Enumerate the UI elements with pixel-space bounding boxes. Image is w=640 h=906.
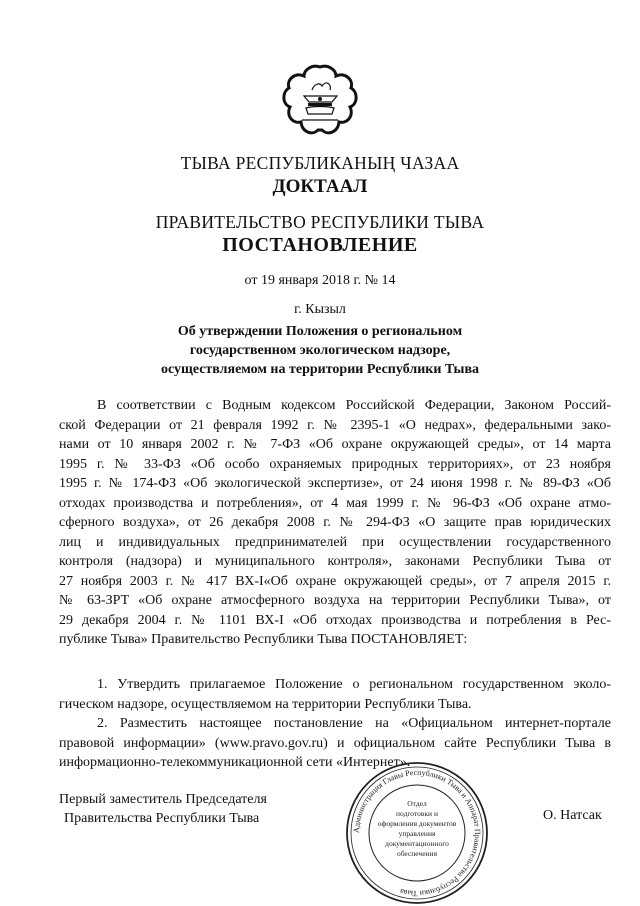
decree-date-number: от 19 января 2018 г. № 14 [244, 273, 396, 288]
item-2-paragraph [59, 714, 611, 773]
text-line: гическом надзоре, осуществляемом на территории Республики Тыва. [59, 696, 472, 712]
header-russian-government: ПРАВИТЕЛЬСТВО РЕСПУБЛИКИ ТЫВА [155, 212, 485, 232]
text-line: 1995 г. № 174-ФЗ «Об экологической экспертизе», от 24 июня 1998 г. № 89-ФЗ «Об [59, 476, 611, 491]
decree-title [0, 322, 640, 379]
stamp-center-line: оформления документов [377, 819, 457, 828]
text-line: 1. Утвердить прилагаемое Положение о региональном государственном эколо- [97, 677, 611, 692]
stamp-ring-text: Администрация Главы Республики Тыва и Аппарат Правительства Республики Тыва [351, 767, 483, 899]
decree-city: г. Кызыл [294, 302, 346, 317]
position-line: Правительства Республики Тыва [64, 811, 260, 826]
preamble-paragraph [59, 396, 611, 650]
header-russian-decree: ПОСТАНОВЛЕНИЕ [222, 234, 418, 256]
text-line: публике Тыва» Правительство Республики Тыва ПОСТАНОВЛЯЕТ: [59, 632, 468, 647]
text-line: В соответствии с Водным кодексом Российской Федерации, Законом Россий- [97, 398, 611, 413]
signatory-name: О. Натсак [543, 808, 602, 823]
item-1-paragraph [59, 675, 611, 714]
title-line: Об утверждении Положения о региональном [177, 324, 463, 339]
text-line: информационно-телекоммуникационной сети «Интернет». [59, 755, 411, 770]
position-line: Первый заместитель Председателя [59, 792, 267, 807]
text-line: № 63-ЗРТ «Об охране атмосферного воздуха на территории Республики Тыва», от [59, 593, 611, 608]
stamp-center-line: Отдел [407, 799, 427, 808]
text-line: 2. Разместить настоящее постановление на «Официальном интернет-портале [97, 716, 611, 731]
text-line: сферного воздуха», от 26 декабря 2008 г. № 294-ФЗ «О защите прав юридических [59, 515, 611, 530]
text-line: 29 декабря 2004 г. № 1101 ВХ-I «Об отходах производства и потребления в Рес- [59, 612, 611, 628]
header-tuvan-decree: ДОКТААЛ [272, 176, 368, 197]
stamp-center-line: управления [398, 829, 436, 838]
text-line: контроля (надзора) и муниципального контроля», законами Республики Тыва от [59, 554, 611, 569]
text-line: 27 ноября 2003 г. № 417 ВХ-I«Об охране окружающей среды», от 7 апреля 2015 г. [59, 573, 611, 589]
text-line: нами от 10 января 2002 г. № 7-ФЗ «Об охране окружающей среды», от 14 марта [59, 437, 611, 452]
text-line: лиц и индивидуальных предпринимателей при осуществлении государственного [59, 534, 611, 550]
text-line: ской Федерации от 21 февраля 1992 г. № 2395-1 «О недрах», федеральными зако- [59, 417, 611, 433]
text-line: отходах производства и потребления», от 4 мая 1999 г. № 96-ФЗ «Об охране атмо- [59, 495, 611, 511]
title-line: государственном экологическом надзоре, [189, 343, 451, 358]
office-stamp [344, 760, 490, 906]
text-line: 1995 г. № 33-ФЗ «Об особо охраняемых природных территориях», от 23 ноября [59, 456, 611, 472]
signatory-position [59, 790, 267, 828]
text-line: правовой информации» (www.pravo.gov.ru) и официальном сайте Республики Тыва в [59, 735, 611, 751]
stamp-center-line: обеспечения [396, 849, 438, 858]
stamp-center-line: подготовки и [396, 809, 438, 818]
stamp-center-line: документационного [385, 839, 449, 848]
header-tuvan-government: ТЫВА РЕСПУБЛИКАНЫҢ ЧАЗАА [180, 153, 460, 173]
title-line: осуществляемом на территории Республики Тыва [160, 362, 480, 377]
coat-of-arms-emblem [282, 62, 358, 140]
